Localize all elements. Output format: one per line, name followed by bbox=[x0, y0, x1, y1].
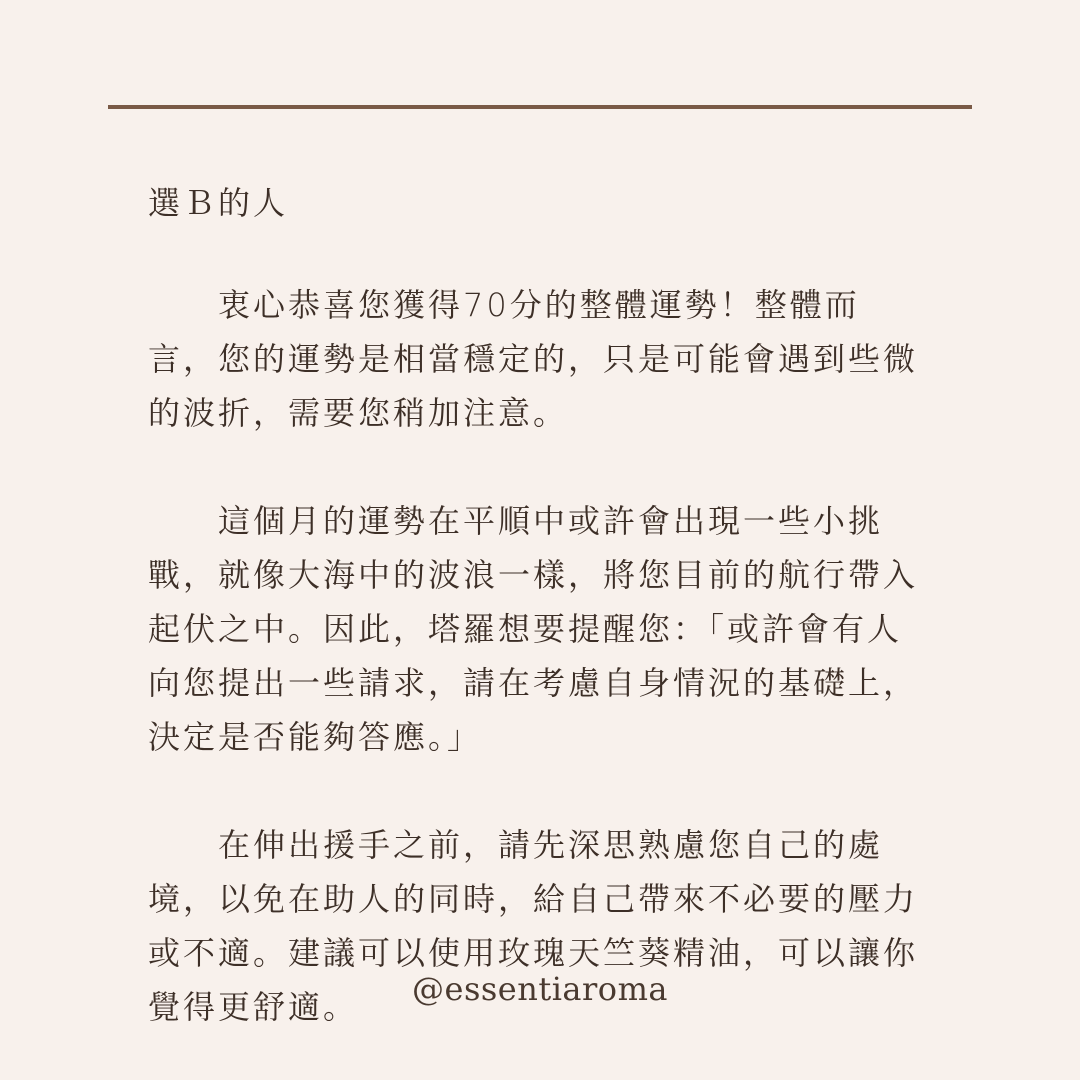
post-content bbox=[148, 176, 928, 1034]
paragraph-advice: 在伸出援手之前，請先深思熟慮您自己的處境，以免在助人的同時，給自己帶來不必要的壓力或不適。建議可以使用玫瑰天竺葵精油，可以讓你覺得更舒適。 bbox=[148, 826, 919, 1026]
post-heading: 選Ｂ的人 bbox=[148, 184, 289, 222]
paragraph-overall-fortune: 衷心恭喜您獲得70分的整體運勢！整體而言，您的運勢是相當穩定的，只是可能會遇到些微的波折，需要您稍加注意。 bbox=[148, 286, 919, 432]
paragraph-monthly-fortune: 這個月的運勢在平順中或許會出現一些小挑戰，就像大海中的波浪一樣，將您目前的航行帶入起伏之中。因此，塔羅想要提醒您：「或許會有人向您提出一些請求，請在考慮自身情況的基礎上，決定是否能夠答應。」 bbox=[148, 502, 919, 756]
account-handle: @essentiaroma bbox=[412, 970, 668, 1008]
top-divider bbox=[108, 105, 972, 109]
